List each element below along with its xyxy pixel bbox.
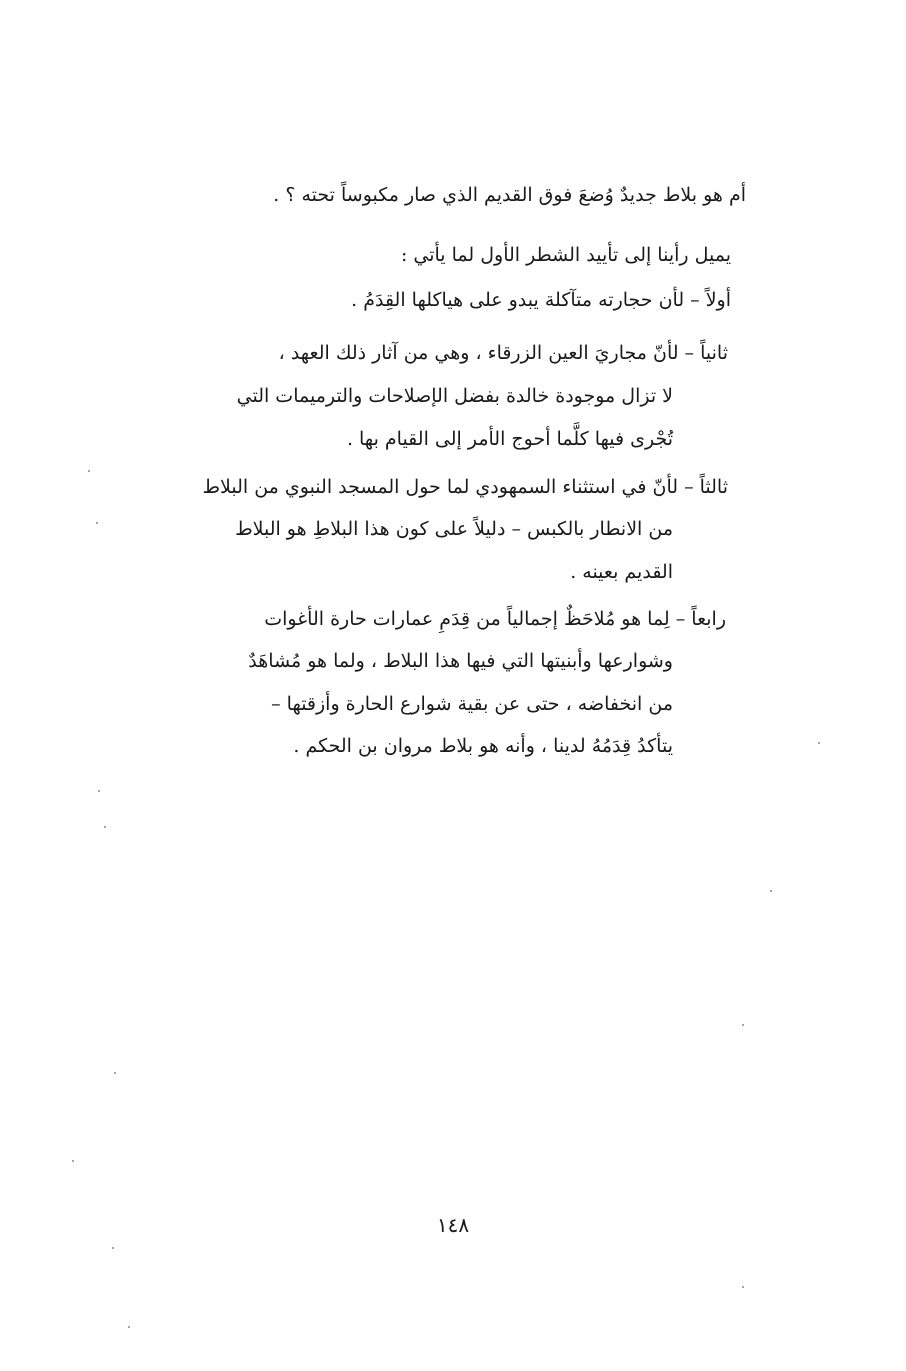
scan-speck (742, 1024, 744, 1026)
scan-speck (88, 470, 90, 472)
scan-speck (742, 1286, 744, 1288)
scan-speck (104, 826, 106, 828)
text-line: ثالثاً – لأنّ في استثناء السمهودي لما حول المسجد النبوي من البلاط (202, 476, 728, 498)
scan-speck (128, 1326, 130, 1328)
text-line: لا تزال موجودة خالدة بفضل الإصلاحات والترميمات التي (236, 385, 673, 407)
text-line: القديم بعينه . (570, 561, 673, 583)
page-number: ١٤٨ (436, 1213, 470, 1237)
text-line: يميل رأينا إلى تأييد الشطر الأول لما يأتي : (400, 244, 731, 266)
scan-speck (112, 1247, 114, 1249)
scan-speck (72, 1160, 74, 1162)
text-line: تُجْرى فيها كلَّما أحوج الأمر إلى القيام بها . (346, 428, 673, 450)
text-line: ثانياً – لأنّ مجاريَ العين الزرقاء ، وهي من آثار ذلك العهد ، (278, 342, 728, 364)
scan-speck (98, 790, 100, 792)
scan-speck (96, 522, 98, 524)
text-line: من الانطار بالكبس – دليلاً على كون هذا البلاطِ هو البلاط (235, 518, 673, 540)
scan-speck (770, 890, 772, 892)
scan-speck (818, 742, 820, 744)
text-line: يتأكدُ قِدَمُهُ لدينا ، وأنه هو بلاط مروان بن الحكم . (293, 735, 673, 757)
text-line: أولاً – لأن حجارته متآكلة يبدو على هياكلها القِدَمُ . (351, 289, 731, 311)
text-line: أم هو بلاط جديدٌ وُضعَ فوق القديم الذي صار مكبوساً تحته ؟ . (273, 184, 746, 206)
text-line: من انخفاضه ، حتى عن بقية شوارع الحارة وأزقتها – (271, 693, 673, 715)
text-line: وشوارعها وأبنيتها التي فيها هذا البلاط ، ولما هو مُشاهَدٌ (248, 650, 673, 672)
text-line: رابعاً – لِما هو مُلاحَظٌ إجمالياً من قِدَمِ عمارات حارة الأغوات (264, 608, 726, 630)
scan-speck (114, 1072, 116, 1074)
